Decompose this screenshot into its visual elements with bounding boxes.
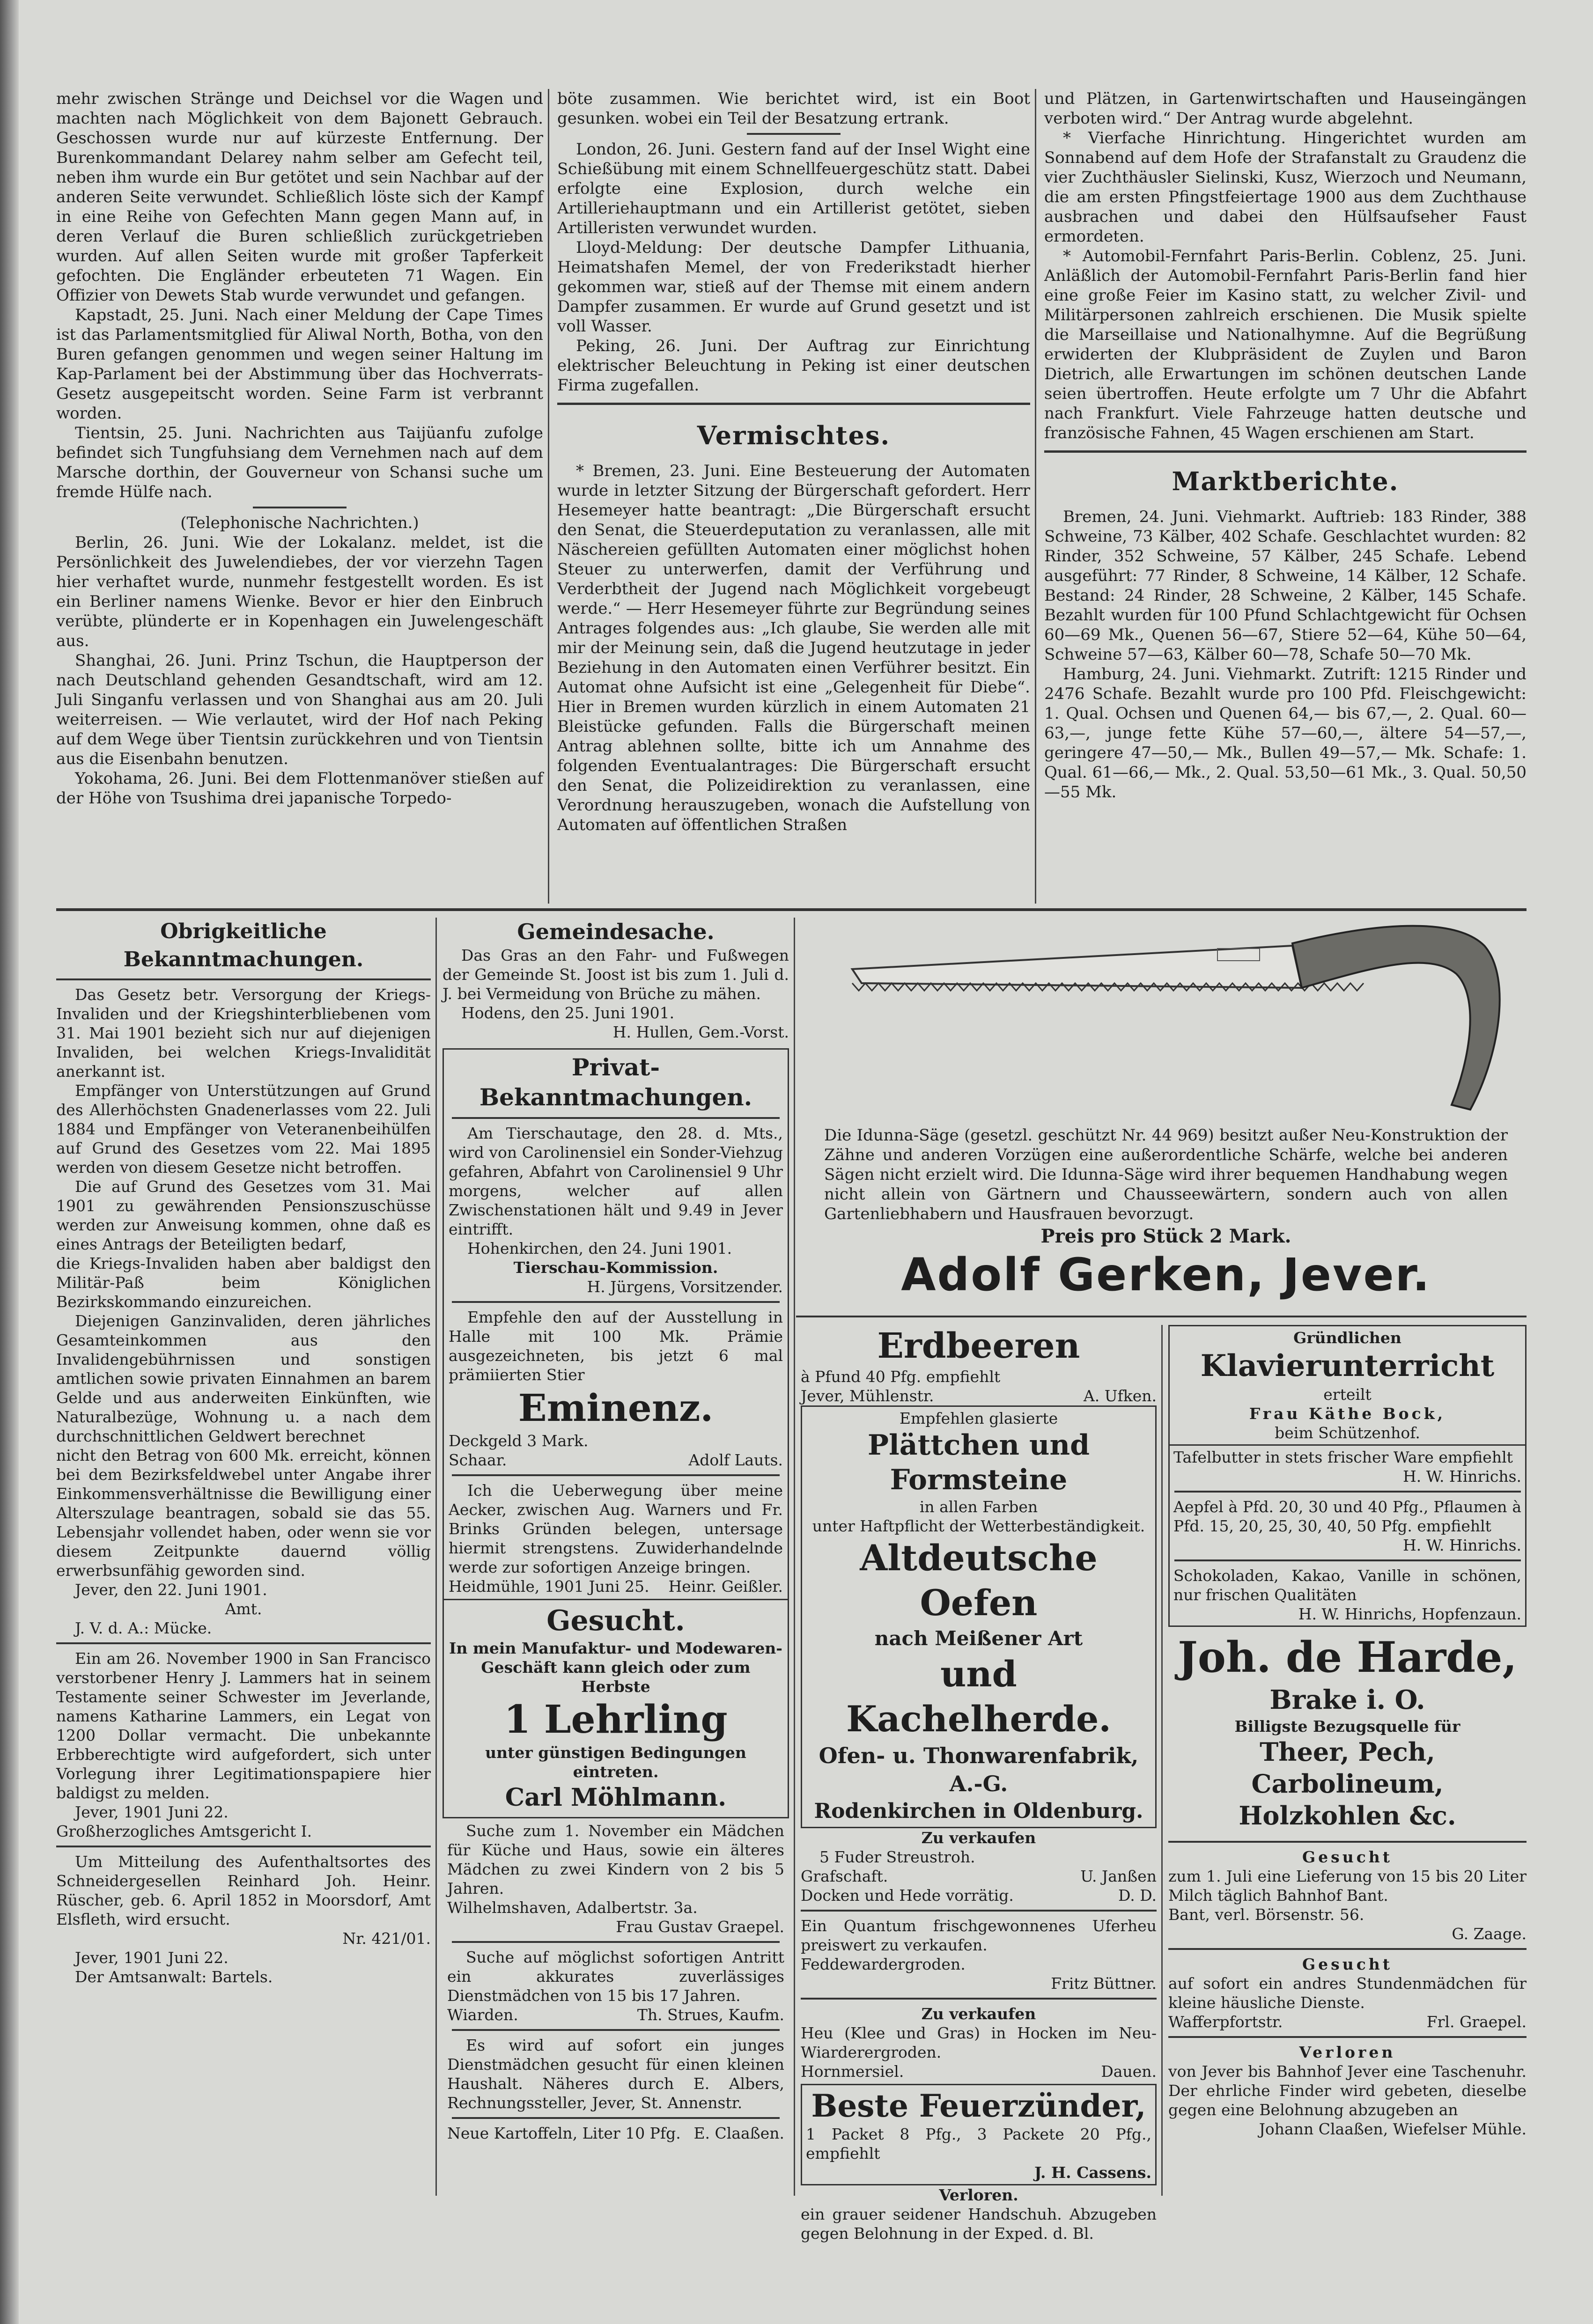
article-text: und Plätzen, in Gartenwirtschaften und Hauseingängen verboten wird.“ Der Antrag wurde abgelehnt. [1044,89,1527,128]
saw-illustration [805,918,1527,1124]
strawberry-place: Jever, Mühlenstr. [801,1387,934,1405]
strawberry-text: à Pfund 40 Pfg. empfiehlt [801,1368,1001,1386]
watch-lost-title: Verloren [1299,2043,1396,2061]
ads-column-c [801,1325,1157,2243]
strawberry-signature: A. Ufken. [1083,1387,1157,1405]
maid-ad-2: Suche auf möglichst sofortigen Antritt ein akkurates zuverlässiges Dienstmädchen von 15 bis 17 Jahren. [447,1948,784,2005]
notice-paragraph: Empfänger von Unterstützungen auf Grund des Allerhöchsten Gnadenerlasses vom 22. Juli 1884 und Empfänger von Veteranenbeihülfen auf Grund des Gesetzes vom 22. Mai 1895 werden von diesem Gesetze nicht betroffen. [56,1081,431,1177]
page-divider [56,908,1527,911]
article-london: London, 26. Juni. Gestern fand auf der Insel Wight eine Schießübung mit einem Schnellfeuergeschütz statt. Dabei erfolgte eine Explosion, durch welche ein Artilleriehauptmann und ein Artillerist getötet, sieben Artilleristen verwundet wurden. [557,140,1030,237]
stove-firm2: Rodenkirchen in Oldenburg. [814,1799,1143,1823]
divider [452,1941,780,1943]
stove-title2: und Kachelherde. [846,1653,1111,1740]
divider [1174,1491,1521,1493]
maid-ad-2-signature: Th. Strues, Kaufm. [637,2006,784,2024]
bull-name: Eminenz. [518,1386,714,1430]
bull-signature: Adolf Lauts. [688,1451,783,1469]
column-rule [1161,1325,1163,2196]
article-berlin: Berlin, 26. Juni. Wie der Lokalanz. meldet, ist die Persönlichkeit des Juwelendiebes, der vor vierzehn Tagen hier verhaftet wurde, nunmehr festgestellt worden. Es ist ein Berliner namens Wienke. Bevor er hier den Einbruch verübte, plünderte er in Kopenhagen ein Juwelengeschäft aus. [56,533,543,650]
divider [452,2117,780,2119]
article-text: mehr zwischen Stränge und Deichsel vor die Wagen und machten nach Möglichkeit von dem Bajonett Gebrauch. Geschossen wurde nur auf kürzeste Entfernung. Der Burenkommandant Delarey nahm selber am Gefecht teil, neben ihm wurde ein Bur getötet und sein Nachbar auf der anderen Seite verwundet. Schließlich löste sich der Kampf in eine Reihe von Gefechten Mann gegen Mann auf, in deren Verlauf die Buren schließlich zurückgetrieben wurden. Auf allen Seiten wurde mit großer Tapferkeit gefochten. Die Engländer erbeuteten 71 Wagen. Ein Offizier von Dewets Stab wurde verwundet und gefangen. [56,89,543,305]
piano-sub2: erteilt [1323,1385,1372,1404]
watch-lost-text: von Jever bis Bahnhof Jever eine Taschenuhr. Der ehrliche Finder wird gebeten, dieselbe gegen eine Belohnung abzugeben an [1168,2062,1527,2119]
divider [1168,2036,1527,2038]
fruit-ad: Aepfel à Pfd. 20, 30 und 40 Pfg., Pflaumen à Pfd. 15, 20, 25, 30, 40, 50 Pfg. empfiehlt [1173,1498,1521,1535]
tile-sub: Empfehlen glasierte [899,1409,1058,1427]
notice-signature: J. V. d. A.: Mücke. [75,1619,212,1637]
helper-place: Wafferpfortstr. [1168,2013,1283,2031]
chocolate-signature: H. W. Hinrichs, Hopfenzaun. [1298,1605,1521,1623]
divider [452,1117,780,1119]
divider [56,1846,431,1847]
private-ads-column [442,918,789,2146]
divider [452,1301,780,1303]
apprentice-text: In mein Manufaktur- und Modewaren-Geschäft kann gleich oder zum Herbste [449,1639,782,1696]
article-kapstadt: Kapstadt, 25. Juni. Nach einer Meldung der Cape Times ist das Parlamentsmitglied für Aliwal North, Botha, von den Buren gefangen genommen und wegen seiner Haltung im Kap-Parlament bei der Abstimmung über das Hochverrats-Gesetz ausgepeitscht worden. Seine Farm ist verbrannt worden. [56,306,543,423]
notice-date: Jever, 1901 Juni 22. [75,1949,229,1967]
stove-firm: Ofen- u. Thonwarenfabrik, A.-G. [819,1743,1139,1796]
maid-ads [442,1818,789,2146]
maid-ad-1-address: Wilhelmshaven, Adalbertstr. 3a. [447,1898,698,1917]
notice-date: Jever, den 22. Juni 1901. [75,1581,267,1599]
lost-text: ein grauer seidener Handschuh. Abzugeben gegen Belohnung in der Exped. d. Bl. [801,2205,1157,2243]
harde-goods2: Holzkohlen &c. [1239,1801,1456,1831]
private-box [442,1048,789,1600]
notice-date: Jever, 1901 Juni 22. [75,1803,229,1821]
article-lloyd: Lloyd-Meldung: Der deutsche Dampfer Lithuania, Heimatshafen Memel, der von Frederikstadt hierher gekommen war, stieß auf der Themse mit einem andern Dampfer zusammen. Er wurde auf Grund gesetzt und ist voll Wasser. [557,238,1030,336]
tile-title: Plättchen und Formsteine [867,1429,1090,1496]
column-rule [794,918,795,2196]
column-rule [548,89,549,904]
divider [1174,1559,1521,1561]
piano-teacher: Frau Käthe Bock, [1249,1405,1446,1423]
gemeinde-signature: H. Hullen, Gem.-Vorst. [612,1023,789,1041]
hay-signature: Fritz Büttner. [1051,1974,1157,1993]
lighter-box [801,2084,1157,2185]
stove-title: Altdeutsche Oefen [860,1537,1098,1624]
divider [56,1642,431,1644]
divider [801,1998,1157,2000]
fruit-signature: H. W. Hinrichs. [1403,1536,1521,1554]
official-notices [56,918,431,1986]
grocery-box [1168,1446,1527,1627]
divider [452,2029,780,2031]
private-org: Tierschau-Kommission. [513,1258,718,1277]
saw-ad [805,918,1527,1301]
notice-office: Amt. [225,1600,262,1618]
potato-ad: Neue Kartoffeln, Liter 10 Pfg. [447,2124,681,2142]
gemeinde-text: Das Gras an den Fahr- und Fußwegen der Gemeinde St. Joost ist bis zum 1. Juli d. J. bei Vermeidung von Brüche zu mähen. [442,946,789,1003]
helper-text: auf sofort ein andres Stundenmädchen für kleine häusliche Dienste. [1168,1974,1527,2012]
divider [1168,1841,1527,1843]
private-text: Am Tierschautage, den 28. d. Mts., wird von Carolinensiel ein Sonder-Viehzug gefahren, Abfahrt von Carolinensiel 9 Uhr morgens, welcher auf allen Zwischenstationen hält und 9.49 in Jever eintrifft. [449,1124,783,1238]
saw-text: Die Idunna-Säge (gesetzl. geschützt Nr. 44 969) besitzt außer Neu-Konstruktion der Zähne und anderen Vorzügen eine außerordentliche Schärfe, welche bei anderen Sägen nicht erzielt wird. Die Idunna-Säge wird ihrer bequemen Handhabung wegen nicht allein von Gärtnern und Chausseewärtern, sondern auch von allen Gartenliebhabern und Hausfrauen bevorzugt. [824,1126,1508,1223]
hay-ad: Ein Quantum frischgewonnenes Uferheu preiswert zu verkaufen. [801,1917,1157,1954]
bull-place: Schaar. [449,1451,507,1469]
tile-sub2: in allen Farben [919,1498,1038,1516]
field-notice-signature: Heinr. Geißler. [668,1577,783,1596]
article-yokohama: Yokohama, 26. Juni. Bei dem Flottenmanöver stießen auf der Höhe von Tsushima drei japanische Torpedo- [56,769,543,808]
field-notice-date: Heidmühle, 1901 Juni 25. [449,1577,649,1596]
potato-signature: E. Claaßen. [693,2124,784,2142]
apprentice-firm: Carl Möhlmann. [505,1783,727,1812]
divider [796,1316,1527,1317]
column-rule [435,918,437,2196]
case-number: Nr. 421/01. [342,1929,431,1948]
harde-name: Joh. de Harde, [1178,1633,1517,1682]
apprentice-big: 1 Lehrling [504,1697,728,1742]
maid-ad-3: Es wird auf sofort ein junges Dienstmädchen gesucht für einen kleinen Haushalt. Näheres durch E. Albers, Rechnungssteller, Jever, St. Annenstr. [447,2036,784,2112]
article-automobil: * Automobil-Fernfahrt Paris-Berlin. Coblenz, 25. Juni. Anläßlich der Automobil-Fernfahrt Paris-Berlin fand hier eine große Feier im Kasino statt, zu welcher Zivil- und Militärpersonen zahlreich erschienen. Die Musik spielte die Marseillaise und Nationalhymne. Auf die Begrüßung erwiderten der Klubpräsident de Zuylen und Baron Dietrich, alle Erwartungen im schönen deutschen Lande seien übertroffen. Heute erfolgte um 7 Uhr die Abfahrt nach Frankfurt. Viele Fahrzeuge hatten deutsche und französische Fahnen, 45 Wagen erschienen am Start. [1044,247,1527,442]
sale-signature2: D. D. [1118,1886,1157,1905]
maid-ad-1: Suche zum 1. November ein Mädchen für Küche und Haus, sowie ein älteres Mädchen zu zwei Kindern von 2 bis 5 Jahren. [447,1822,784,1897]
market-bremen: Bremen, 24. Juni. Viehmarkt. Auftrieb: 183 Rinder, 388 Schweine, 73 Kälber, 402 Schafe. Geschlachtet wurden: 82 Rinder, 352 Schweine, 57 Kälber, 245 Schafe. Lebend ausgeführt: 77 Rinder, 8 Schweine, 14 Kälber, 12 Schafe. Bestand: 24 Rinder, 28 Schweine, 2 Kälber, 145 Schafe. Bezahlt wurden für 100 Pfund Schlachtgewicht für Ochsen 60—69 Mk., Quenen 56—67, Stiere 52—64, Kühe 50—64, Schweine 57—63, Kälber 60—78, Schafe 50—70 Mk. [1044,507,1527,664]
divider [747,133,841,135]
sale-title: Zu verkaufen [921,1829,1036,1847]
bull-fee: Deckgeld 3 Mark. [449,1432,589,1450]
chocolate-ad: Schokoladen, Kakao, Vanille in schönen, nur frischen Qualitäten [1173,1566,1521,1604]
sale2-place: Hornmersiel. [801,2062,904,2081]
divider [253,507,347,508]
helper-signature: Frl. Graepel. [1426,2013,1527,2031]
notice-signature: Der Amtsanwalt: Bartels. [75,1968,273,1986]
helper-title: Gesucht [1302,1955,1393,1973]
private-date: Hohenkirchen, den 24. Juni 1901. [467,1239,732,1258]
sale2-text: Heu (Klee und Gras) in Hocken im Neu-Wiarderergroden. [801,2024,1157,2061]
newspaper-page [19,0,1593,2324]
section-rule [1044,450,1527,453]
saw-price: Preis pro Stück 2 Mark. [1040,1225,1291,1247]
market-hamburg: Hamburg, 24. Juni. Viehmarkt. Zutrift: 1215 Rinder und 2476 Schafe. Bezahlt wurde pro 100 Pfd. Fleischgewicht: 1. Qual. Ochsen und Quenen 64,— bis 67,—, 2. Qual. 60—63,—, junge fette Kühe 57—60,—, ältere 54—57,—, geringere 47—50,— Mk., Bullen 49—57,— Mk. Schafe: 1. Qual. 61—66,— Mk., 2. Qual. 53,50—61 Mk., 3. Qual. 50,50—55 Mk. [1044,665,1527,802]
tile-sub3: unter Haftpflicht der Wetterbeständigkeit. [812,1517,1145,1535]
sale2-signature: Dauen. [1101,2062,1157,2081]
residence-inquiry: Um Mitteilung des Aufenthaltsortes des Schneidergesellen Reinhard Joh. Heinr. Rüscher, geb. 6. April 1852 in Moorsdorf, Amt Elsfleth, wird ersucht. [56,1853,431,1928]
sale-signature: U. Janßen [1080,1867,1157,1885]
milk-title: Gesucht [1302,1848,1393,1866]
butter-ad: Tafelbutter in stets frischer Ware empfiehlt [1173,1448,1513,1466]
section-title-vermischtes: Vermischtes. [697,420,891,450]
notice-paragraph: die Kriegs-Invaliden haben aber baldigst den Militär-Paß beim Königlichen Bezirkskommando einzureichen. [56,1254,431,1311]
private-title: Privat-Bekanntmachungen. [479,1053,752,1111]
piano-box [1168,1325,1527,1446]
private-signature: H. Jürgens, Vorsitzender. [587,1278,783,1296]
piano-address: beim Schützenhof. [1275,1424,1420,1442]
harde-sub: Billigste Bezugsquelle für [1234,1717,1460,1736]
top-column-1 [56,89,543,808]
apprentice-box [442,1600,789,1818]
lighter-text: 1 Packet 8 Pfg., 3 Packete 20 Pfg., empfiehlt [806,2125,1151,2162]
column-rule [1035,89,1036,904]
ads-column-d [1168,1325,1527,2139]
gemeinde-date: Hodens, den 25. Juni 1901. [461,1004,675,1022]
sale-place: Grafschaft. [801,1867,888,1885]
maid-ad-2-place: Wiarden. [447,2006,518,2024]
notice-paragraph: Das Gesetz betr. Versorgung der Kriegs-Invaliden und der Kriegshinterbliebenen vom 31. Mai 1901 bezieht sich nur auf diejenigen Invaliden, bei welchen Kriegs-Invalidität anerkannt ist. [56,985,431,1081]
lighter-signature: J. H. Cassens. [1034,2163,1151,2182]
article-tientsin: Tientsin, 25. Juni. Nachrichten aus Taijüanfu zufolge befindet sich Tungfuhsiang dem Vernehmen nach auf dem Marsche dorthin, der Gouverneur von Schansi suche um fremde Hülfe nach. [56,424,543,501]
top-column-2 [557,89,1030,835]
milk-text: zum 1. Juli eine Lieferung von 15 bis 20 Liter Milch täglich Bahnhof Bant. [1168,1867,1527,1905]
gemeinde-title: Gemeindesache. [517,919,715,944]
inheritance-notice: Ein am 26. November 1900 in San Francisco verstorbener Henry J. Lammers hat in seinem Testamente seiner Schwester im Jeverlande, namens Katharine Lammers, ein Legat von 1200 Dollar vermacht. Die unbekannte Erbberechtigte wird aufgefordert, sich unter Vorlegung ihrer Legitimationspapiere hier baldigst zu melden. [56,1649,431,1802]
harde-goods: Theer, Pech, Carbolineum, [1251,1737,1444,1799]
bull-ad-text: Empfehle den auf der Ausstellung in Halle mit 100 Mk. Prämie ausgezeichneten, bis jetzt 6 mal prämiierten Stier [449,1308,783,1384]
article-bremen: * Bremen, 23. Juni. Eine Besteuerung der Automaten wurde in letzter Sitzung der Bürgerschaft gefordert. Herr Hesemeyer hatte beantragt: „Die Bürgerschaft ersucht den Senat, die Steuerdeputation zu veranlassen, alle mit Näschereien gefüllten Automaten einer möglichst hohen Steuer zu unterwerfen, damit der Verführung und Verderbtheit der Jugend nach Möglichkeit vorgebeugt werde.“ — Herr Hesemeyer führte zur Begründung seines Antrages folgendes aus: „Ich glaube, Sie werden alle mit mir der Meinung sein, daß die Jugend heutzutage in jeder Beziehung in den Automaten einen Verführer besitzt. Ein Automat ohne Aufsicht ist eine „Gelegenheit für Diebe“. Hier in Bremen wurden kürzlich in einem Automaten 21 Bleistücke gefunden. Falls die Bürgerschaft meinen Antrag ablehnen sollte, bitte ich um Annahme des folgenden Eventualantrages: Die Bürgerschaft ersucht den Senat, die Polizeidirektion zu veranlassen, eine Verordnung herauszugeben, wonach die Aufstellung von Automaten auf öffentlichen Straßen [557,462,1030,834]
notice-signature: Großherzogliches Amtsgericht I. [56,1822,312,1840]
top-column-3 [1044,89,1527,802]
hay-place: Feddewardergroden. [801,1955,966,1973]
watch-lost-signature: Johann Claaßen, Wiefelser Mühle. [1259,2120,1527,2138]
harde-ad [1168,1627,1527,1836]
tile-stove-box [801,1405,1157,1828]
lighter-title: Beste Feuerzünder, [811,2088,1146,2124]
divider [801,1910,1157,1912]
divider [1168,1948,1527,1950]
butter-signature: H. W. Hinrichs. [1403,1467,1521,1486]
book-binding [0,0,19,2324]
saw-firm: Adolf Gerken, Jever. [901,1249,1431,1301]
official-title: Obrigkeitliche Bekanntmachungen. [123,919,364,971]
section-title-marktberichte: Marktberichte. [1172,466,1399,496]
notice-paragraph: nicht den Betrag von 600 Mk. erreicht, können bei dem Bezirksfeldwebel unter Angabe ihrer Einkommensverhältnisse die Bewilligung einer Alterszulage beantragen, sobald sie das 55. Lebensjahr vollendet haben, oder wenn sie vor diesem Zeitpunkte dauernd völlig erwerbsunfähig geworden sind. [56,1446,431,1580]
article-text: böte zusammen. Wie berichtet wird, ist ein Boot gesunken. wobei ein Teil der Besatzung ertrank. [557,89,1030,128]
article-shanghai: Shanghai, 26. Juni. Prinz Tschun, die Hauptperson der nach Deutschland gehenden Gesandtschaft, wird am 12. Juli Singanfu verlassen und von Shanghai aus am 20. Juli weiterreisen. — Wie verlautet, wird der Hof nach Peking auf dem Wege über Tientsin zurückkehren und von Tientsin aus die Eisenbahn benutzen. [56,651,543,768]
piano-sub: Gründlichen [1293,1329,1401,1347]
section-subheading: (Telephonische Nachrichten.) [180,514,419,532]
milk-address: Bant, verl. Börsenstr. 56. [1168,1905,1364,1924]
divider [452,1474,780,1476]
maid-ad-1-signature: Frau Gustav Graepel. [616,1918,784,1936]
apprentice-text2: unter günstigen Bedingungen eintreten. [485,1743,746,1781]
milk-signature: G. Zaage. [1452,1925,1527,1943]
notice-paragraph: Die auf Grund des Gesetzes vom 31. Mai 1901 zu gewährenden Pensionszuschüsse werden zur Anweisung kommen, ohne daß es eines Antrags der Beteiligten bedarf, [56,1177,431,1253]
strawberry-title: Erdbeeren [877,1326,1080,1366]
field-notice-text: Ich die Ueberwegung über meine Aecker, zwischen Aug. Warners und Fr. Brinks Gründen belegen, untersage hiermit strengstens. Zuwiderhandelnde werde zur sofortigen Anzeige bringen. [449,1481,783,1576]
article-peking: Peking, 26. Juni. Der Auftrag zur Einrichtung elektrischer Beleuchtung in Peking ist einer deutschen Firma zugefallen. [557,337,1030,395]
notice-paragraph: Diejenigen Ganzinvaliden, deren jährliches Gesamteinkommen aus den Invalidengebührnissen und sonstigen amtlichen sowie privaten Einnahmen an barem Gelde und aus anderweiten Einkünften, wie Naturalbezüge, Wohnung u. a nach dem durchschnittlichen Geldwert berechnet [56,1312,431,1445]
stove-sub: nach Meißener Art [874,1627,1083,1650]
harde-place: Brake i. O. [1269,1684,1425,1715]
article-hinrichtung: * Vierfache Hinrichtung. Hingerichtet wurden am Sonnabend auf dem Hofe der Strafanstalt zu Graudenz die vier Zuchthäusler Sielinski, Kusz, Wierzoch und Neumann, die am ersten Pfingstfeiertage 1900 aus dem Zuchthause ausbrachen und dabei den Hülfsaufseher Faust ermordeten. [1044,129,1527,246]
divider [56,978,431,980]
piano-title: Klavierunterricht [1200,1348,1495,1383]
sale2-title: Zu verkaufen [921,2005,1036,2023]
lost-title: Verloren. [939,2186,1018,2204]
sale-line: Docken und Hede vorrätig. [801,1886,1014,1905]
apprentice-title: Gesucht. [546,1604,685,1637]
section-rule [557,403,1030,405]
sale-text: 5 Fuder Streustroh. [819,1848,975,1866]
